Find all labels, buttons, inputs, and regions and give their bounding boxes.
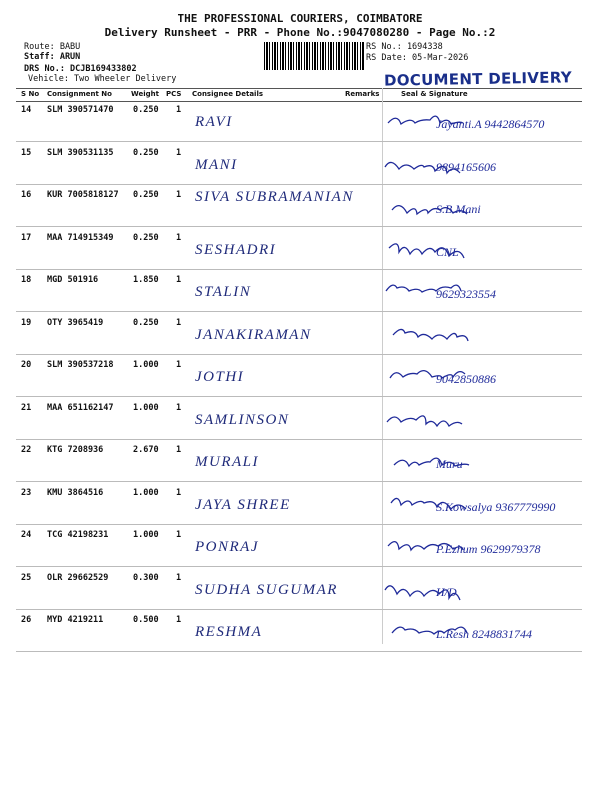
signature [381,234,576,266]
signature [381,574,576,606]
consignee-name: JAYA SHREE [195,496,291,513]
vehicle-label: Vehicle: Two Wheeler Delivery [28,74,177,84]
table-row [16,185,582,227]
consignee-name: STALIN [195,284,252,300]
table-row [16,355,582,397]
consignee-name: SAMLINSON [195,411,290,428]
consignment-number: MYD 4219211 [47,615,104,625]
company-title: THE PROFESSIONAL COURIERS, COIMBATORE [177,12,423,25]
consignment-number: TCG 42198231 [47,530,109,540]
pieces: 1 [176,275,182,285]
serial-number: 18 [21,275,32,285]
pieces: 1 [176,360,182,370]
pieces: 1 [176,317,182,328]
weight: 1.000 [133,402,159,413]
document-delivery-stamp: DOCUMENT DELIVERY [383,68,573,90]
svg-text:S.Kowsalya 9367779990: S.Kowsalya 9367779990 [436,499,556,514]
weight: 1.850 [133,275,159,285]
consignment-number: MAA 651162147 [47,402,114,413]
weight: 0.250 [133,317,159,328]
table-row [16,270,582,312]
pieces: 1 [176,530,182,540]
signature [381,531,576,563]
serial-number: 21 [21,402,32,413]
consignment-number: SLM 390571470 [47,105,114,115]
table-row [16,228,582,270]
consignee-name: JOTHI [195,369,245,385]
consignment-number: SLM 390531135 [47,147,114,158]
serial-number: 16 [21,190,32,200]
pieces: 1 [176,190,182,200]
consignee-name: PONRAJ [195,539,259,555]
pieces: 1 [176,615,182,625]
weight: 1.000 [133,360,159,370]
svg-text:Muru: Muru [436,457,463,471]
serial-number: 15 [21,147,32,158]
weight: 1.000 [133,487,159,498]
serial-number: 25 [21,572,32,583]
signature [381,489,576,521]
pieces: 1 [176,445,182,455]
table-row [16,398,582,440]
weight: 0.250 [133,147,159,158]
consignee-name: SIVA SUBRAMANIAN [195,189,354,205]
route-label: Route: BABU [24,42,81,52]
pieces: 1 [176,487,182,498]
weight: 2.670 [133,445,159,455]
signature [381,276,576,308]
serial-number: 22 [21,445,32,455]
svg-text:9042850886: 9042850886 [436,372,496,386]
pieces: 1 [176,147,182,158]
svg-text:9894165606: 9894165606 [436,159,496,174]
svg-text:P.Ezhum 9629979378: P.Ezhum 9629979378 [436,542,541,556]
pieces: 1 [176,105,182,115]
consignment-number: OLR 29662529 [47,572,109,583]
consignee-name: RAVI [195,114,233,130]
col-pcs: PCS [166,90,182,98]
svg-text:L.Resh 8248831744: L.Resh 8248831744 [436,627,532,641]
pieces: 1 [176,232,182,243]
svg-text:Jayanti.A 9442864570: Jayanti.A 9442864570 [436,117,545,131]
consignment-number: MAA 714915349 [47,232,114,243]
svg-text:S.B.Mani: S.B.Mani [436,202,481,216]
weight: 0.250 [133,190,159,200]
col-sno: S No [21,90,40,98]
svg-text:9629323554: 9629323554 [436,287,496,301]
table-row [16,313,582,355]
weight: 0.500 [133,615,159,625]
rs-date: RS Date: 05-Mar-2026 [366,53,469,63]
consignee-name: MURALI [195,454,259,470]
serial-number: 26 [21,615,32,625]
serial-number: 19 [21,317,32,328]
barcode [264,42,364,70]
table-row [16,440,582,482]
signature [381,191,576,223]
weight: 0.250 [133,105,159,115]
rs-number: RS No.: 1694338 [366,42,443,52]
consignment-number: MGD 501916 [47,275,99,285]
signature [381,616,576,648]
signature [381,106,576,138]
consignment-number: OTY 3965419 [47,317,104,328]
col-consignee: Consignee Details [192,90,264,98]
signature [381,361,576,393]
staff-label: Staff: ARUN [24,52,81,62]
pieces: 1 [176,572,182,583]
svg-text:H/D: H/D [436,584,457,599]
serial-number: 24 [21,530,32,540]
table-row [16,568,582,610]
consignment-number: KUR 7005818127 [47,190,119,200]
col-seal: Seal & Signature [401,90,468,98]
weight: 0.250 [133,232,159,243]
serial-number: 23 [21,487,32,498]
table-row [16,525,582,567]
table-row [16,100,582,142]
runsheet-subtitle: Delivery Runsheet - PRR - Phone No.:9047080280 - Page No.:2 [104,26,496,39]
consignment-number: SLM 390537218 [47,360,114,370]
weight: 0.300 [133,572,159,583]
svg-text:CNL: CNL [436,244,459,259]
consignee-name: SUDHA SUGUMAR [195,581,338,598]
pieces: 1 [176,402,182,413]
table-row [16,143,582,185]
consignee-name: SESHADRI [195,241,277,258]
weight: 1.000 [133,530,159,540]
signature [381,404,576,436]
table-row [16,610,582,652]
col-remarks: Remarks [345,90,380,98]
consignee-name: RESHMA [195,624,263,640]
consignment-number: KMU 3864516 [47,487,104,498]
serial-number: 17 [21,232,32,243]
signature [381,319,576,351]
signature [381,446,576,478]
consignment-number: KTG 7208936 [47,445,104,455]
serial-number: 20 [21,360,32,370]
consignee-name: MANI [195,156,238,173]
consignee-name: JANAKIRAMAN [195,326,312,343]
table-row [16,483,582,525]
col-consignment: Consignment No [47,90,112,98]
col-weight: Weight [131,90,159,98]
signature [381,149,576,181]
serial-number: 14 [21,105,32,115]
drs-number: DRS No.: DCJB169433802 [24,64,137,74]
